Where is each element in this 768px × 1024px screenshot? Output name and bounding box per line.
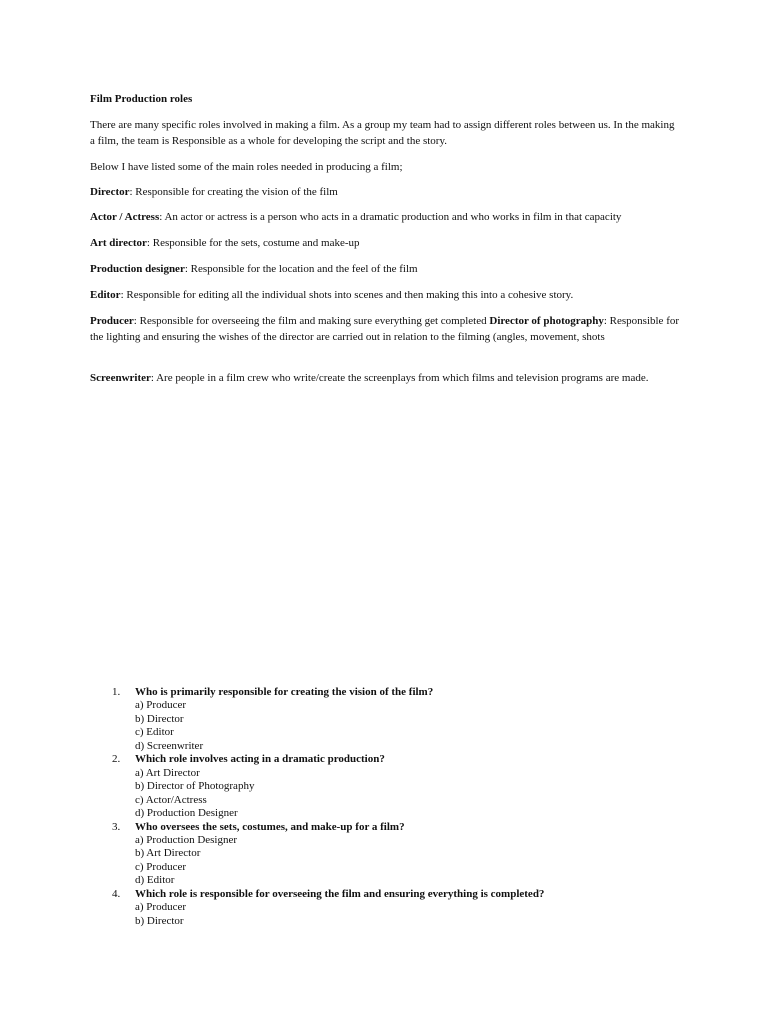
answer-option: d) Screenwriter <box>135 739 204 752</box>
document-title: Film Production roles <box>90 93 193 105</box>
role-name: Director <box>90 186 130 198</box>
role-name: Art director <box>90 237 147 249</box>
question-number: 3. <box>112 820 121 833</box>
role-description: : An actor or actress is a person who acts in a dramatic production and who works in film in that capacity <box>159 211 622 223</box>
question-number: 2. <box>112 753 121 766</box>
question-text: Which role is responsible for overseeing the film and ensuring everything is completed? <box>135 887 545 900</box>
quiz-question <box>90 753 690 820</box>
answer-option: b) Director of Photography <box>135 780 255 793</box>
answer-option: a) Producer <box>135 699 187 712</box>
question-text: Who is primarily responsible for creating the vision of the film? <box>135 686 434 698</box>
role-description: : Responsible for overseeing the film and making sure everything get completed <box>133 315 490 327</box>
role-actor-actress <box>90 210 675 226</box>
role-editor <box>90 288 675 304</box>
answer-option: b) Art Director <box>135 847 201 860</box>
question-number: 1. <box>112 686 121 698</box>
question-text: Who oversees the sets, costumes, and make-up for a film? <box>135 820 405 833</box>
role-description: : Responsible for creating the vision of the film <box>129 186 338 198</box>
intro-paragraph: There are many specific roles involved in making a film. As a group my team had to assign different roles between us. In the making a film, the team is Responsible as a whole for developing the script and the story. <box>90 119 675 147</box>
role-description: : Responsible for the sets, costume and make-up <box>146 237 360 249</box>
role-name: Screenwriter <box>90 372 151 384</box>
role-producer-and-dop <box>90 314 680 345</box>
role-screenwriter <box>90 371 675 387</box>
question-text: Which role involves acting in a dramatic production? <box>135 753 385 766</box>
role-name: Production designer <box>90 263 185 275</box>
answer-option: a) Production Designer <box>135 833 238 846</box>
answer-option: b) Director <box>135 712 184 725</box>
role-description: : Responsible for editing all the individual shots into scenes and then making this into a cohesive story. <box>120 289 574 301</box>
role-name: Editor <box>90 289 121 301</box>
answer-option: a) Producer <box>135 901 187 914</box>
answer-option: c) Actor/Actress <box>135 793 207 806</box>
role-description: : Responsible for the lighting and ensuring the wishes of the director are carried out in relation to the filming (angles, movement, shots <box>90 315 680 343</box>
quiz-question <box>90 821 690 888</box>
role-name: Producer <box>90 315 134 327</box>
role-description: : Are people in a film crew who write/create the screenplays from which films and television programs are made. <box>150 372 649 384</box>
answer-option: b) Director <box>135 914 184 927</box>
role-director <box>90 185 675 201</box>
quiz-question <box>90 888 690 928</box>
question-number: 4. <box>112 887 121 900</box>
quiz-list <box>90 686 690 928</box>
role-description: : Responsible for the location and the feel of the film <box>184 263 418 275</box>
role-name: Director of photography <box>489 315 604 327</box>
listing-intro-paragraph: Below I have listed some of the main roles needed in producing a film; <box>90 161 403 173</box>
answer-option: a) Art Director <box>135 766 200 779</box>
quiz-question <box>90 686 690 753</box>
role-art-director <box>90 236 675 252</box>
answer-option: c) Producer <box>135 860 187 873</box>
answer-option: c) Editor <box>135 726 174 739</box>
role-production-designer <box>90 262 675 278</box>
role-name: Actor / Actress <box>90 211 160 223</box>
answer-option: d) Editor <box>135 874 175 887</box>
answer-option: d) Production Designer <box>135 807 238 820</box>
